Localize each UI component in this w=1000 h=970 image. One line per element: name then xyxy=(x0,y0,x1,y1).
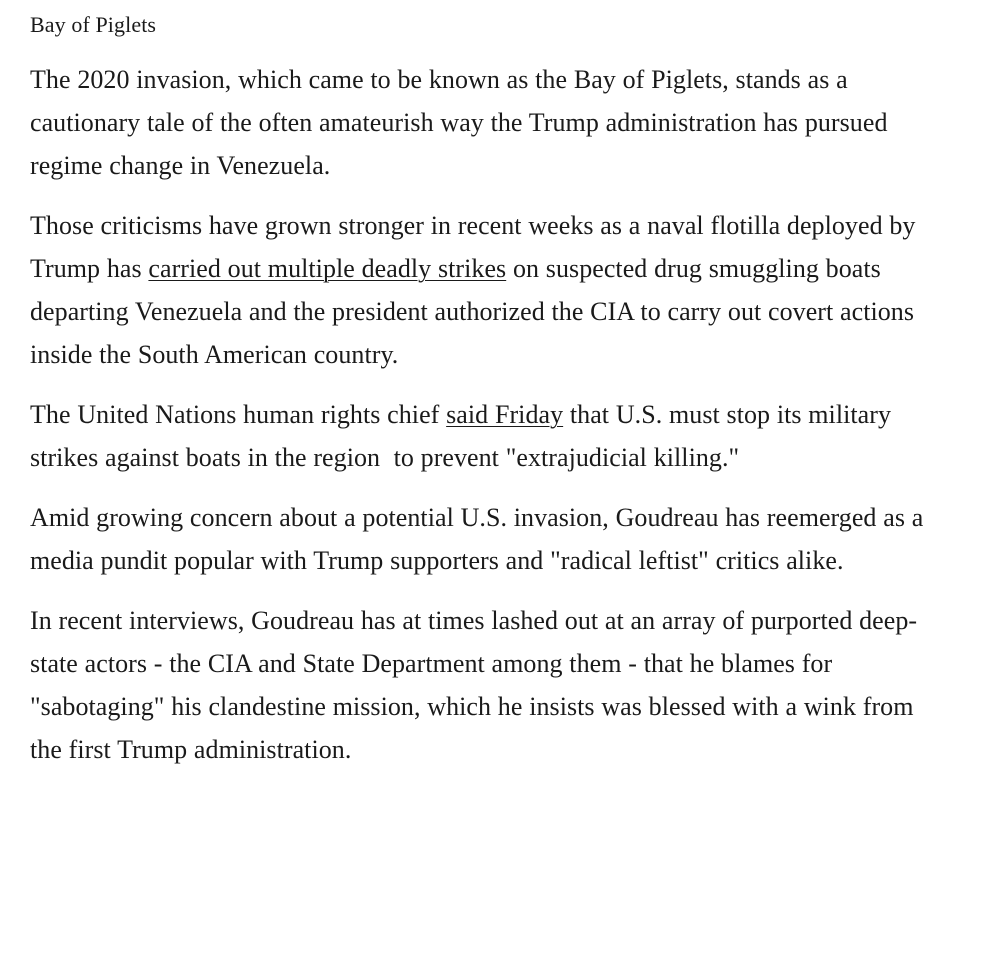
paragraph-5-text: In recent interviews, Goudreau has at times lashed out at an array of purported deep-state actors - the CIA and State Department among them - that he blames for "sabotaging" his clandestine mission, which he insists was blessed with a wink from the first Trump administration. xyxy=(30,606,921,764)
article-paragraph-1 xyxy=(30,39,950,187)
paragraph-2-text-after-link: on suspected drug smuggling boats departing Venezuela and the president authorized the CIA to carry out covert actions inside the South American country. xyxy=(30,254,921,369)
paragraph-2-text-before-link: Those criticisms have grown stronger in recent weeks as a naval flotilla deployed by Trump has xyxy=(30,211,922,283)
paragraph-1-text: The 2020 invasion, which came to be known as the Bay of Piglets, stands as a cautionary tale of the often amateurish way the Trump administration has pursued regime change in Venezuela. xyxy=(30,65,895,180)
deadly-strikes-link[interactable]: carried out multiple deadly strikes xyxy=(148,254,507,283)
paragraph-4-text: Amid growing concern about a potential U.S. invasion, Goudreau has reemerged as a media pundit popular with Trump supporters and "radical leftist" critics alike. xyxy=(30,503,931,575)
article-paragraph-5 xyxy=(30,582,950,771)
article-paragraph-3 xyxy=(30,376,950,479)
paragraph-3-text-after-link: that U.S. must stop its military strikes against boats in the region to prevent "extrajudicial killing." xyxy=(30,400,898,472)
article-subheading: Bay of Piglets xyxy=(30,12,157,37)
paragraph-3-text-before-link: The United Nations human rights chief xyxy=(30,400,447,429)
said-friday-link[interactable]: said Friday xyxy=(446,400,564,429)
article-paragraph-4 xyxy=(30,479,950,582)
article-paragraph-2 xyxy=(30,187,950,376)
